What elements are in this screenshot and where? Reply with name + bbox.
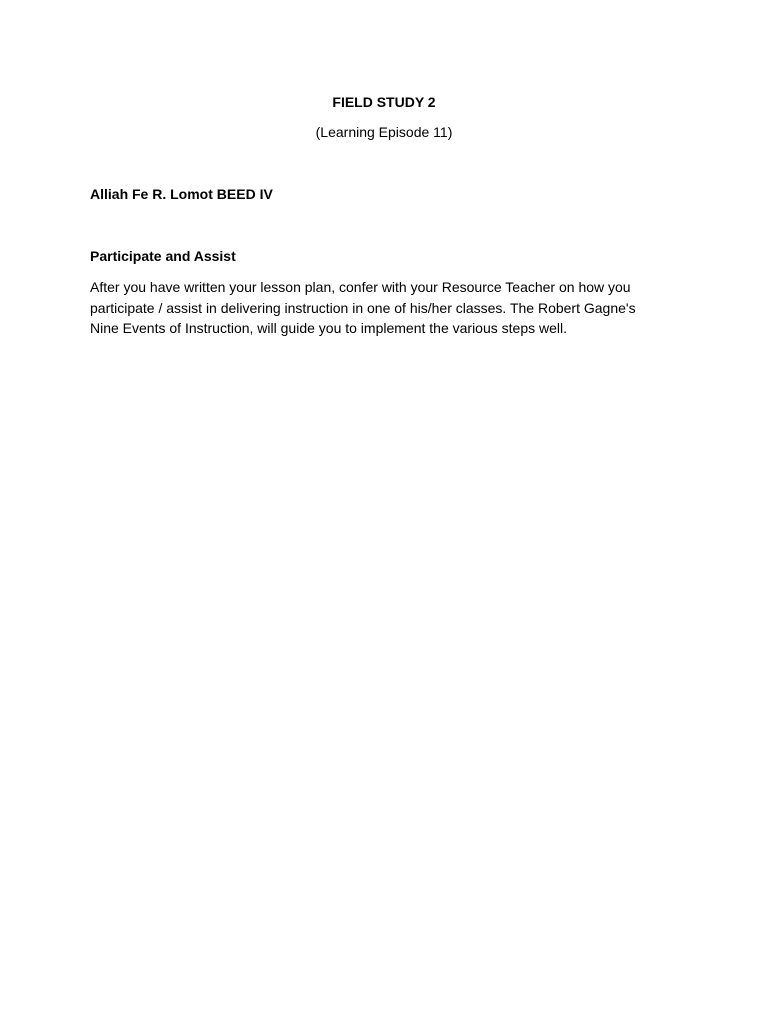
author-line: Alliah Fe R. Lomot BEED IV [90,186,273,202]
document-title: FIELD STUDY 2 [332,94,436,110]
section-paragraph [90,277,690,339]
section-heading: Participate and Assist [90,248,236,264]
paragraph-line: Nine Events of Instruction, will guide you to implement the various steps well. [90,320,568,336]
paragraph-line: participate / assist in delivering instruction in one of his/her classes. The Robert Gagne's [90,299,636,316]
document-subtitle: (Learning Episode 11) [315,124,453,140]
paragraph-line: After you have written your lesson plan, confer with your Resource Teacher on how you [90,279,631,295]
